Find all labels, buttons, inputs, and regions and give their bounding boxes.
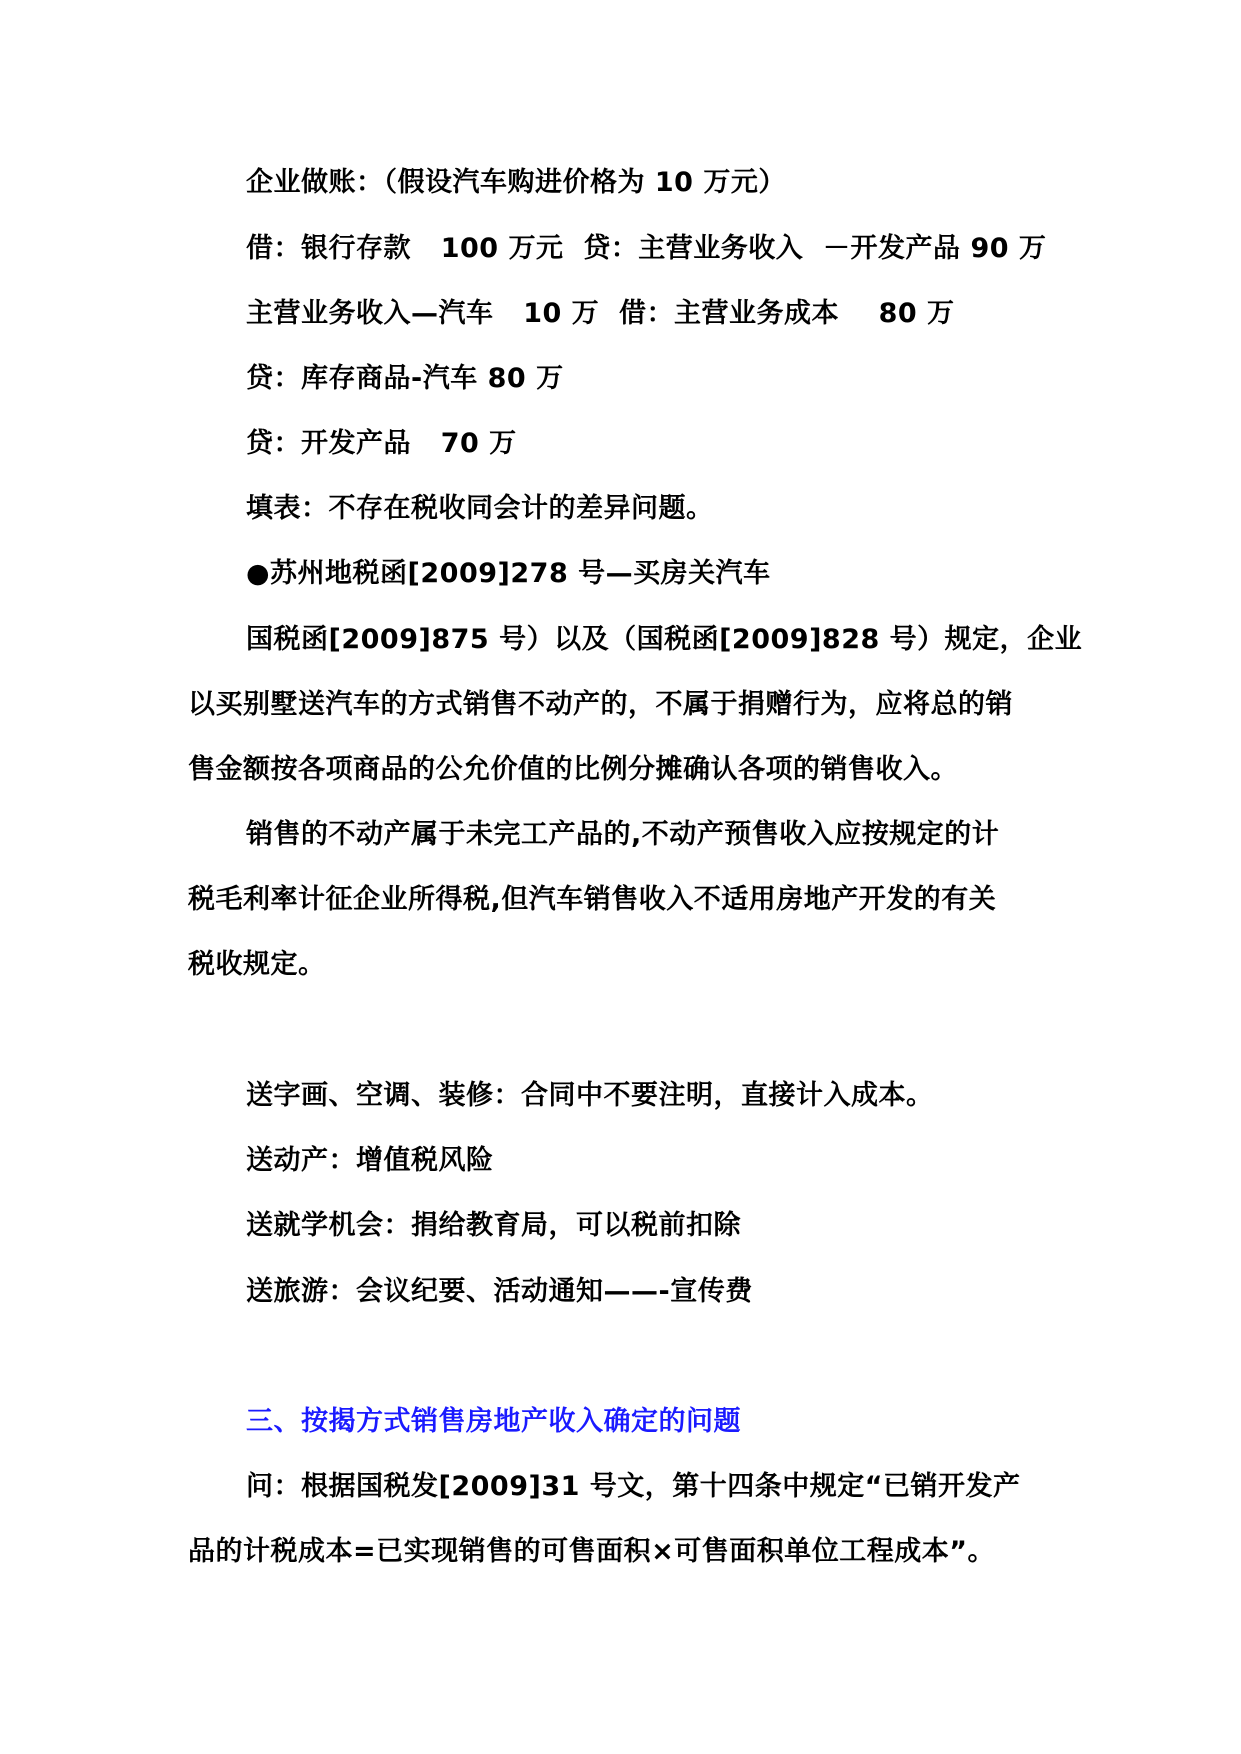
text-line: 税收规定。 [188, 949, 326, 980]
text-line: 贷：开发产品 70 万 [246, 428, 517, 459]
text-line: 送动产：增值税风险 [246, 1145, 494, 1176]
text-line: 国税函[2009]875 号）以及（国税函[2009]828 号）规定，企业 [246, 624, 1083, 655]
text-line: 送旅游：会议纪要、活动通知——-宣传费 [246, 1276, 753, 1307]
section-heading: 三、按揭方式销售房地产收入确定的问题 [246, 1406, 741, 1437]
text-line: 以买别墅送汽车的方式销售不动产的，不属于捐赠行为，应将总的销 [188, 689, 1013, 720]
text-line: 送就学机会：捐给教育局，可以税前扣除 [246, 1210, 741, 1241]
text-line: 问：根据国税发[2009]31 号文，第十四条中规定“已销开发产 [246, 1471, 1021, 1502]
text-line: 贷：库存商品-汽车 80 万 [246, 363, 564, 394]
text-line: 主营业务收入—汽车 10 万 借：主营业务成本 80 万 [246, 298, 955, 329]
text-line: 售金额按各项商品的公允价值的比例分摊确认各项的销售收入。 [188, 754, 958, 785]
text-line: 企业做账：（假设汽车购进价格为 10 万元） [246, 167, 786, 198]
text-line: 税毛利率计征企业所得税,但汽车销售收入不适用房地产开发的有关 [188, 884, 997, 915]
text-line: ●苏州地税函[2009]278 号—买房关汽车 [246, 558, 771, 589]
text-line: 借：银行存款 100 万元 贷：主营业务收入 －开发产品 90 万 [246, 233, 1047, 264]
text-line: 品的计税成本=已实现销售的可售面积×可售面积单位工程成本”。 [188, 1536, 995, 1567]
text-line: 送字画、空调、装修：合同中不要注明，直接计入成本。 [246, 1080, 934, 1111]
text-line: 销售的不动产属于未完工产品的,不动产预售收入应按规定的计 [246, 819, 1000, 850]
text-line: 填表：不存在税收同会计的差异问题。 [246, 493, 714, 524]
